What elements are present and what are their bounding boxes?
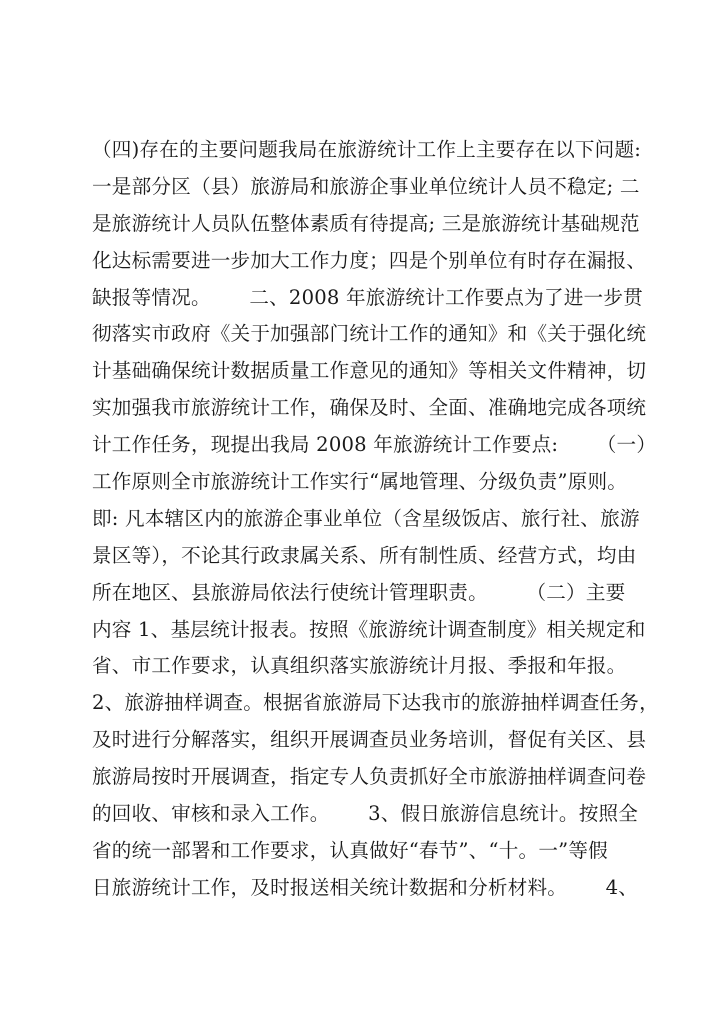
text-line: 旅游局按时开展调查，指定专人负责抓好全市旅游抽样调查问卷	[92, 765, 647, 789]
text-line: 实加强我市旅游统计工作，确保及时、全面、准确地完成各项统	[92, 396, 647, 420]
text-line: 工作原则全市旅游统计工作实行“属地管理、分级负责”原则。	[92, 470, 628, 494]
text-line: 计工作任务，现提出我局 2008 年旅游统计工作要点: （一）	[92, 433, 657, 457]
text-line: 所在地区、县旅游局依法行使统计管理职责。 （二）主要	[92, 580, 626, 604]
text-line: 省、市工作要求，认真组织落实旅游统计月报、季报和年报。	[92, 654, 627, 678]
text-line: 景区等），不论其行政隶属关系、所有制性质、经营方式，均由	[92, 543, 637, 567]
text-line: 化达标需要进一步加大工作力度；四是个别单位有时存在漏报、	[92, 248, 647, 272]
text-line: 内容 1、基层统计报表。按照《旅游统计调查制度》相关规定和	[92, 617, 646, 641]
text-line: 彻落实市政府《关于加强部门统计工作的通知》和《关于强化统	[92, 322, 647, 346]
text-line: 日旅游统计工作，及时报送相关统计数据和分析材料。 4、	[92, 875, 639, 899]
text-line: （四)存在的主要问题我局在旅游统计工作上主要存在以下问题:	[92, 138, 642, 161]
text-line: 缺报等情况。 二、2008 年旅游统计工作要点为了进一步贯	[92, 285, 643, 309]
text-line: 的回收、审核和录入工作。 3、假日旅游信息统计。按照全	[92, 802, 639, 826]
body-text	[92, 132, 662, 907]
text-line: 即: 凡本辖区内的旅游企事业单位（含星级饭店、旅行社、旅游	[92, 506, 640, 530]
text-line: 省的统一部署和工作要求，认真做好“春节”、“十。一”等假	[92, 838, 608, 862]
text-line: 一是部分区（县）旅游局和旅游企事业单位统计人员不稳定; 二	[92, 174, 640, 198]
text-line: 是旅游统计人员队伍整体素质有待提高; 三是旅游统计基础规范	[92, 211, 640, 235]
text-line: 及时进行分解落实，组织开展调查员业务培训，督促有关区、县	[92, 728, 647, 752]
text-line: 计基础确保统计数据质量工作意见的通知》等相关文件精神，切	[92, 359, 647, 383]
text-line: 2、旅游抽样调查。根据省旅游局下达我市的旅游抽样调查任务，	[92, 691, 659, 715]
